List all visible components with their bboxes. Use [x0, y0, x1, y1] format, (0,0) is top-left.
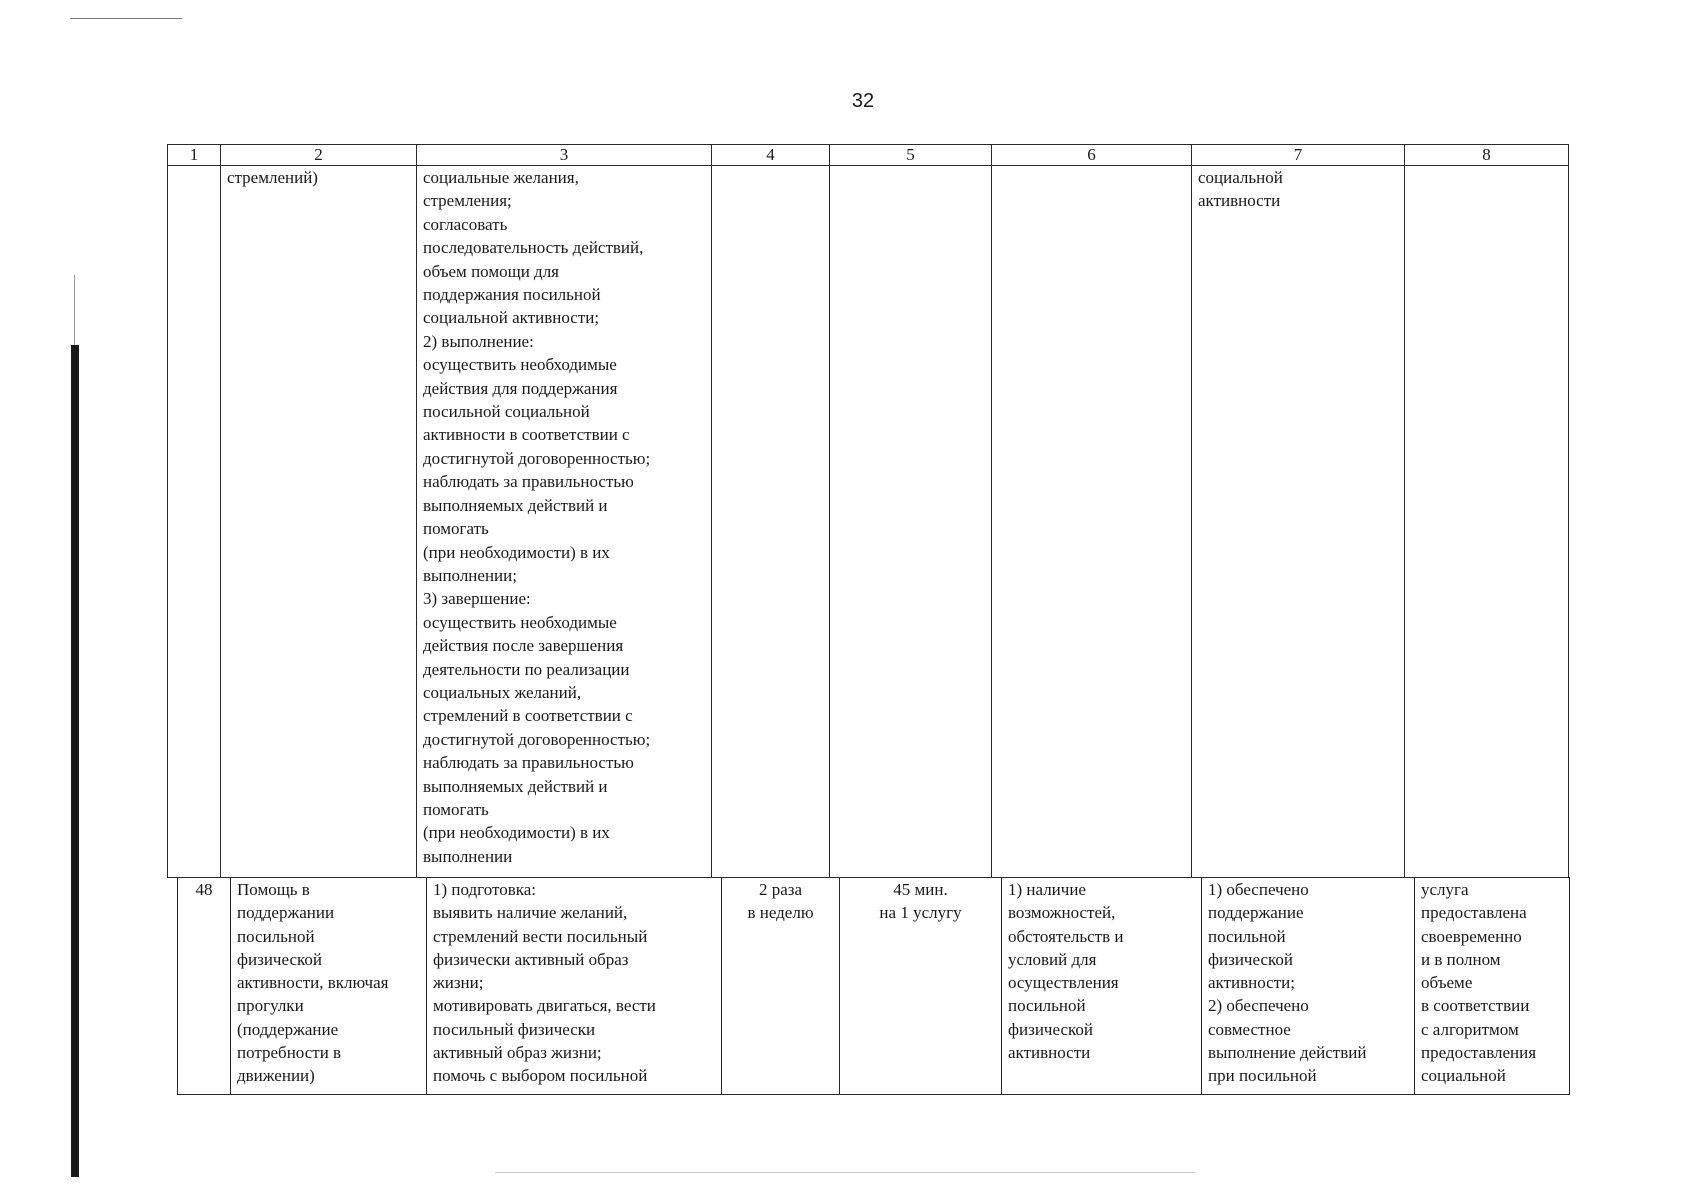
header-col-1: 1: [168, 145, 221, 166]
service-name-line: поддержании: [237, 903, 335, 923]
header-col-5: 5: [830, 145, 992, 166]
evaluation-line: своевременно: [1421, 926, 1522, 946]
results-line: поддержание: [1208, 903, 1304, 923]
bottom-rule: [495, 1172, 1195, 1173]
header-col-3: 3: [417, 145, 712, 166]
duration-cell: [830, 166, 992, 878]
service-name-cell: [221, 166, 417, 878]
results-line: совместное: [1208, 1019, 1291, 1039]
header-col-4: 4: [712, 145, 830, 166]
evaluation-line: предоставлена: [1421, 903, 1527, 923]
results-line: активности;: [1208, 973, 1295, 993]
column-number-header: [168, 145, 1569, 166]
description-line: выполнении: [423, 846, 513, 866]
results-line: социальной: [1198, 168, 1283, 187]
description-line: наблюдать за правильностью: [423, 472, 634, 492]
evaluation-line: социальной: [1421, 1066, 1506, 1086]
frequency-line: в неделю: [747, 903, 814, 923]
conditions-line: возможностей,: [1008, 903, 1116, 923]
description-line: помогать: [423, 519, 489, 539]
description-line: социальной активности;: [423, 308, 600, 328]
service-name-line: (поддержание: [237, 1019, 339, 1039]
description-line: действия после завершения: [423, 636, 624, 656]
description-line: наблюдать за правильностью: [423, 753, 634, 773]
evaluation-line: объеме: [1421, 973, 1473, 993]
description-line: помогать: [423, 799, 489, 819]
results-line: посильной: [1208, 926, 1286, 946]
description-line: физически активный образ: [433, 949, 629, 969]
header-col-7: 7: [1192, 145, 1405, 166]
page-number: 32: [851, 90, 875, 112]
service-name-line: движении): [237, 1066, 315, 1086]
conditions-cell: [1002, 878, 1202, 1095]
evaluation-line: и в полном: [1421, 949, 1501, 969]
results-line: активности: [1198, 191, 1281, 211]
row-number-cell: [168, 166, 221, 878]
description-line: активный образ жизни;: [433, 1043, 602, 1063]
top-rule: [70, 18, 182, 19]
results-line: выполнение действий: [1208, 1043, 1367, 1063]
description-line: социальных желаний,: [423, 682, 582, 702]
conditions-line: осуществления: [1008, 973, 1119, 993]
description-line: стремлений вести посильный: [433, 926, 648, 946]
evaluation-line: в соответствии: [1421, 996, 1530, 1016]
description-line: выполняемых действий и: [423, 776, 608, 796]
conditions-line: 1) наличие: [1008, 880, 1086, 899]
results-cell: [1202, 878, 1415, 1095]
description-line: осуществить необходимые: [423, 612, 617, 632]
description-line: достигнутой договоренностью;: [423, 448, 651, 468]
results-line: при посильной: [1208, 1066, 1317, 1086]
description-line: выполняемых действий и: [423, 495, 608, 515]
service-name-line: стремлений): [227, 168, 318, 187]
conditions-line: активности: [1008, 1043, 1091, 1063]
description-line: объем помощи для: [423, 261, 559, 281]
description-line: действия для поддержания: [423, 378, 618, 398]
frequency-cell: [722, 878, 840, 1095]
frequency-cell: [712, 166, 830, 878]
description-line: выполнении;: [423, 565, 517, 585]
binding-edge: [71, 345, 79, 1177]
description-line: осуществить необходимые: [423, 355, 617, 375]
description-line: согласовать: [423, 214, 508, 234]
description-line: (при необходимости) в их: [423, 542, 610, 562]
evaluation-line: услуга: [1421, 880, 1469, 899]
description-line: 2) выполнение:: [423, 331, 534, 351]
description-line: 1) подготовка:: [433, 880, 536, 899]
description-line: выявить наличие желаний,: [433, 903, 628, 923]
description-line: (при необходимости) в их: [423, 823, 610, 843]
conditions-line: посильной: [1008, 996, 1086, 1016]
description-line: помочь с выбором посильной: [433, 1066, 648, 1086]
conditions-line: обстоятельств и: [1008, 926, 1124, 946]
service-name-cell: [231, 878, 427, 1095]
duration-line: на 1 услугу: [879, 903, 962, 923]
results-line: 1) обеспечено: [1208, 880, 1309, 899]
description-line: 3) завершение:: [423, 589, 531, 609]
results-cell: [1192, 166, 1405, 878]
conditions-line: условий для: [1008, 949, 1097, 969]
service-name-line: активности, включая: [237, 973, 389, 993]
evaluation-line: с алгоритмом: [1421, 1019, 1519, 1039]
service-name-line: прогулки: [237, 996, 304, 1016]
description-line: посильный физически: [433, 1019, 596, 1039]
description-line: посильной социальной: [423, 402, 590, 422]
conditions-cell: [992, 166, 1192, 878]
row-number-cell: 48: [178, 878, 231, 1095]
results-line: 2) обеспечено: [1208, 996, 1309, 1016]
service-description-cell: [417, 166, 712, 878]
evaluation-cell: [1405, 166, 1569, 878]
binding-edge-thin: [74, 275, 75, 345]
service-name-line: потребности в: [237, 1043, 342, 1063]
table-row: [178, 878, 1570, 1095]
evaluation-cell: [1415, 878, 1570, 1095]
description-line: мотивировать двигаться, вести: [433, 996, 656, 1016]
description-line: деятельности по реализации: [423, 659, 630, 679]
header-col-6: 6: [992, 145, 1192, 166]
header-col-2: 2: [221, 145, 417, 166]
evaluation-line: предоставления: [1421, 1043, 1537, 1063]
duration-cell: [840, 878, 1002, 1095]
description-line: социальные желания,: [423, 168, 579, 187]
service-name-line: посильной: [237, 926, 315, 946]
duration-line: 45 мин.: [893, 880, 948, 899]
table-row: [168, 166, 1569, 878]
description-line: стремления;: [423, 191, 512, 211]
service-name-line: Помощь в: [237, 880, 310, 899]
conditions-line: физической: [1008, 1019, 1093, 1039]
description-line: стремлений в соответствии с: [423, 706, 633, 726]
service-description-cell: [427, 878, 722, 1095]
description-line: активности в соответствии с: [423, 425, 630, 445]
header-col-8: 8: [1405, 145, 1569, 166]
description-line: достигнутой договоренностью;: [423, 729, 651, 749]
results-line: физической: [1208, 949, 1293, 969]
services-table-continued: [167, 144, 1569, 878]
service-name-line: физической: [237, 949, 322, 969]
description-line: поддержания посильной: [423, 285, 601, 305]
services-table-row-48: [177, 877, 1570, 1095]
description-line: жизни;: [433, 973, 484, 993]
description-line: последовательность действий,: [423, 238, 644, 258]
frequency-line: 2 раза: [758, 880, 803, 899]
